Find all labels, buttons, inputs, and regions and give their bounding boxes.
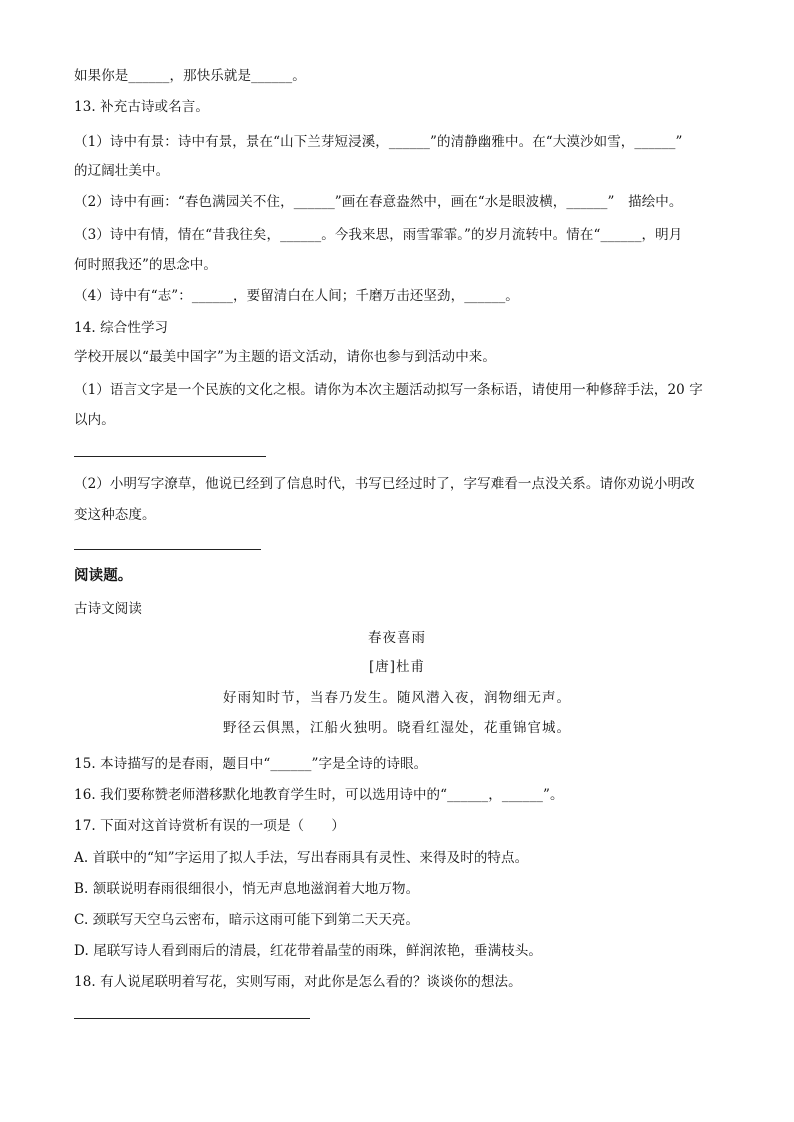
text-line: 学校开展以“最美中国字”为主题的语文活动，请你也参与到活动中来。 — [74, 349, 497, 365]
option-b: B. 颔联说明春雨很细很小，悄无声息地滋润着大地万物。 — [74, 881, 420, 897]
question-13-title: 13. 补充古诗或名言。 — [74, 99, 209, 115]
question-17: 17. 下面对这首诗赏析有误的一项是（ ） — [74, 818, 345, 834]
question-14-title: 14. 综合性学习 — [74, 320, 169, 336]
text-line: 如果你是______，那快乐就是______。 — [74, 68, 306, 84]
question-15: 15. 本诗描写的是春雨，题目中“______”字是全诗的诗眼。 — [74, 756, 428, 772]
text-line: （3）诗中有情，情在“昔我往矣，______。今我来思，雨雪霏霏。”的岁月流转中。情在“______，明月 — [74, 227, 683, 243]
text-line: （2）诗中有画：“春色满园关不住，______”画在春意盎然中，画在“水是眼波横，______” 描绘中。 — [74, 194, 683, 210]
poem-line: 野径云俱黑，江船火独明。晓看红湿处，花重锦官城。 — [223, 720, 571, 736]
text-line: 古诗文阅读 — [74, 601, 142, 617]
answer-line — [74, 1018, 310, 1019]
section-heading: 阅读题。 — [74, 567, 133, 584]
answer-line — [74, 456, 266, 457]
text-line: （4）诗中有“志”：______，要留清白在人间；千磨万击还坚劲，______。 — [74, 288, 519, 304]
text-line: （1）诗中有景：诗中有景，景在“山下兰芽短浸溪，______”的清静幽雅中。在“大漠沙如雪，______” — [74, 134, 683, 150]
text-line: （1）语言文字是一个民族的文化之根。请你为本次主题活动拟写一条标语，请使用一种修辞手法，20 字 — [74, 382, 703, 398]
question-18: 18. 有人说尾联明着写花，实则写雨，对此你是怎么看的？谈谈你的想法。 — [74, 974, 522, 990]
text-line: 的辽阔壮美中。 — [74, 163, 170, 179]
answer-line — [74, 549, 261, 550]
option-c: C. 颈联写天空乌云密布，暗示这雨可能下到第二天天亮。 — [74, 912, 420, 928]
poem-author: [唐]杜甫 — [368, 659, 426, 675]
text-line: 变这种态度。 — [74, 507, 156, 523]
text-line: （2）小明写字潦草，他说已经到了信息时代，书写已经过时了，字写难看一点没关系。请你劝说小明改 — [74, 476, 695, 492]
poem-title: 春夜喜雨 — [368, 630, 426, 646]
question-16: 16. 我们要称赞老师潜移默化地教育学生时，可以选用诗中的“______，______”。 — [74, 787, 564, 803]
text-line: 以内。 — [74, 412, 115, 428]
text-line: 何时照我还”的思念中。 — [74, 257, 218, 273]
poem-line: 好雨知时节，当春乃发生。随风潜入夜，润物细无声。 — [223, 690, 571, 706]
option-a: A. 首联中的“知”字运用了拟人手法，写出春雨具有灵性、来得及时的特点。 — [74, 850, 529, 866]
option-d: D. 尾联写诗人看到雨后的清晨，红花带着晶莹的雨珠，鲜润浓艳，垂满枝头。 — [74, 943, 543, 959]
